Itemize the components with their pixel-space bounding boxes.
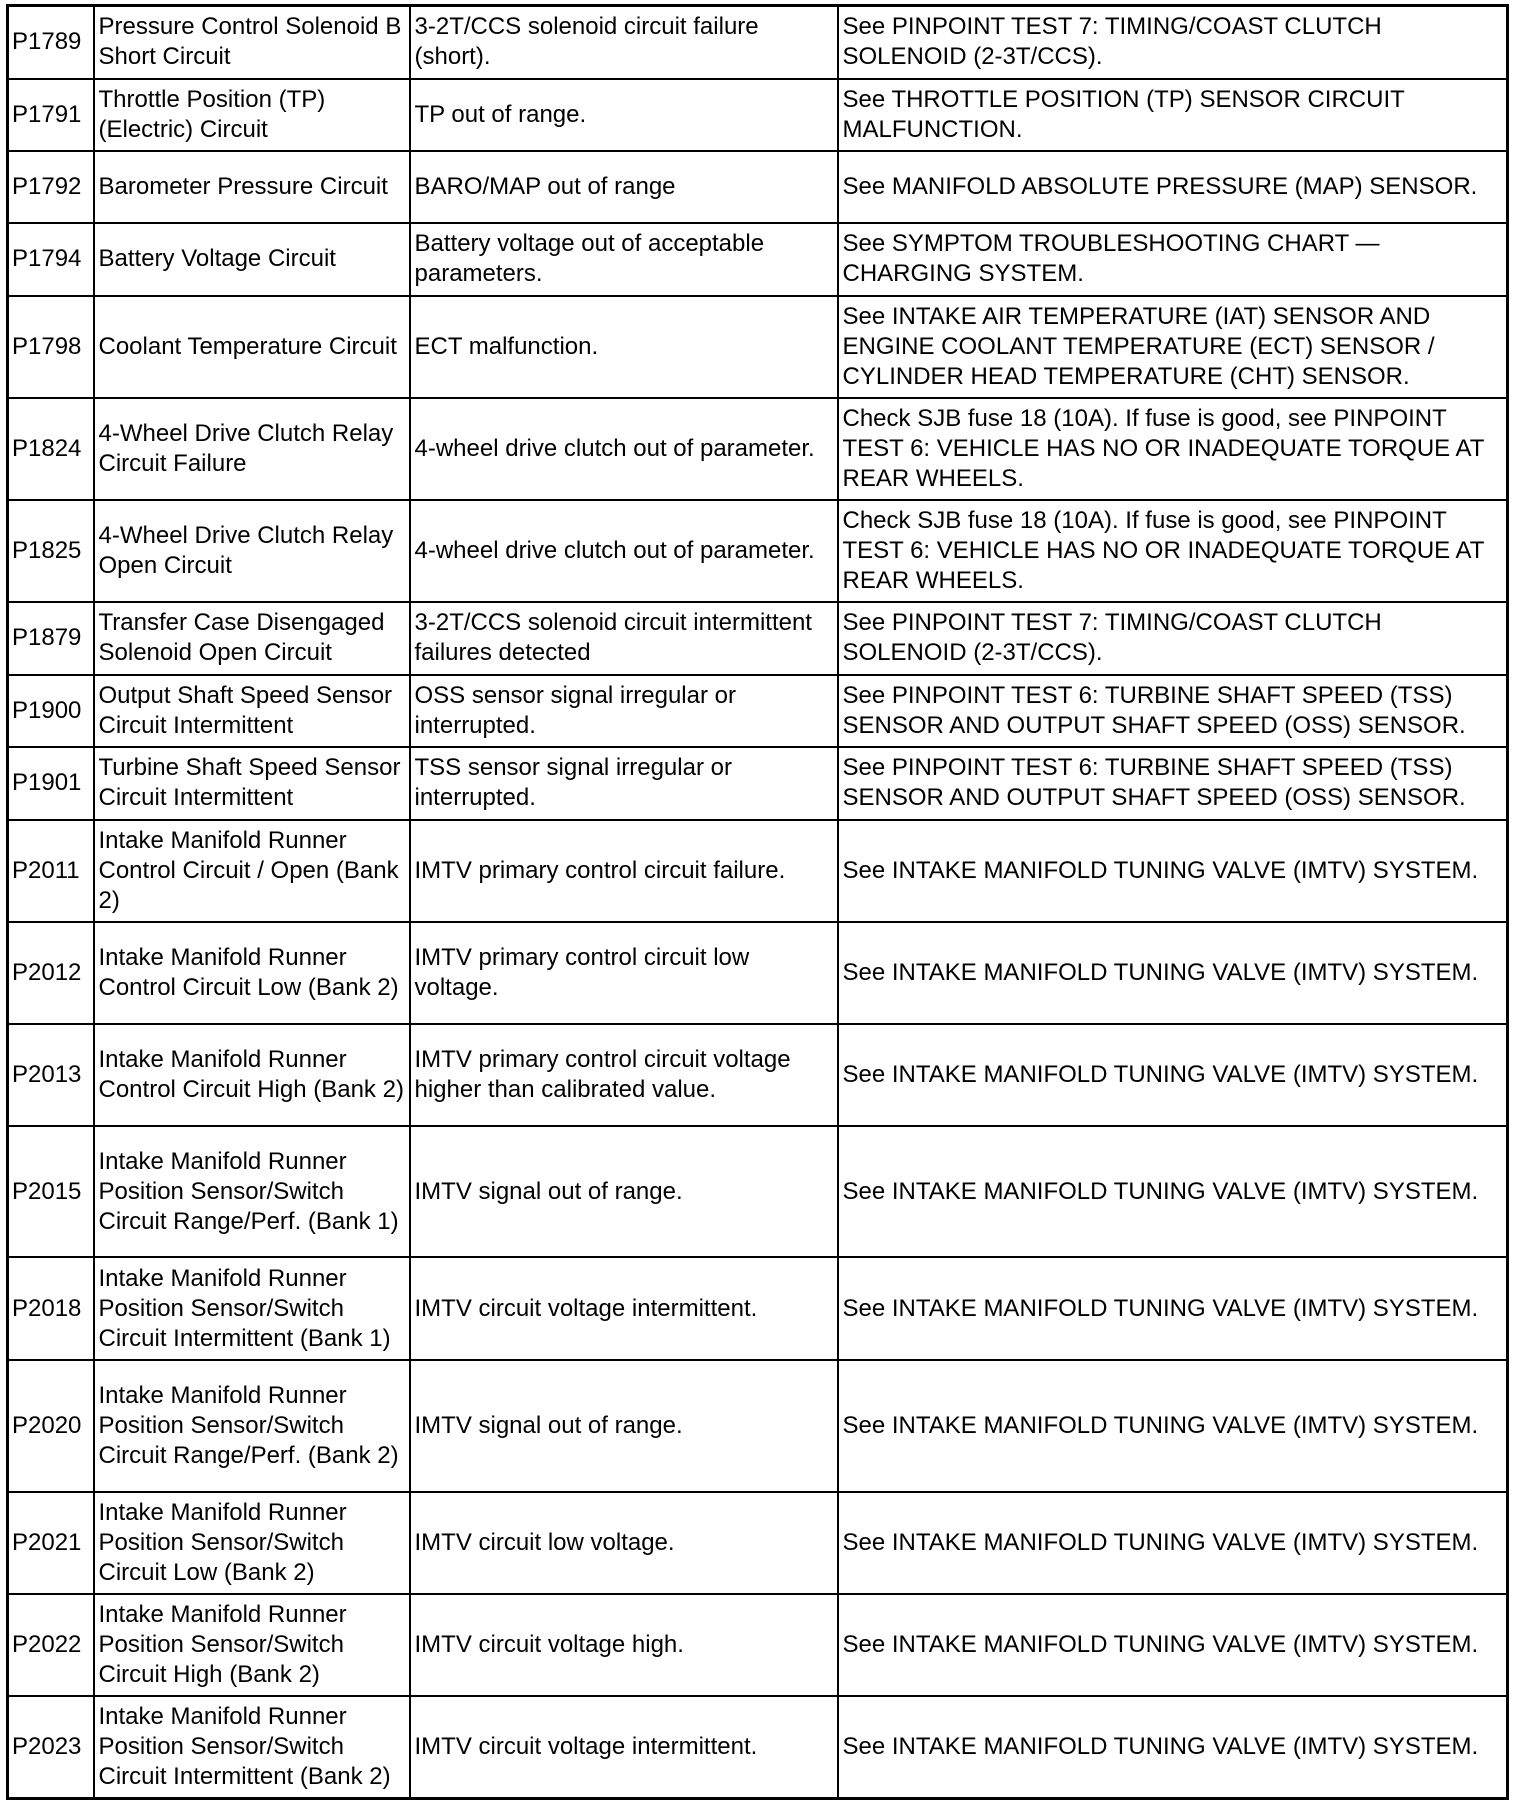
dtc-condition: IMTV signal out of range.	[410, 1360, 838, 1492]
dtc-table	[6, 4, 1509, 1800]
dtc-code: P1794	[8, 223, 94, 296]
table-row	[8, 79, 1508, 151]
dtc-condition: IMTV signal out of range.	[410, 1126, 838, 1257]
dtc-action: See INTAKE MANIFOLD TUNING VALVE (IMTV) SYSTEM.	[838, 820, 1508, 922]
dtc-code: P1798	[8, 296, 94, 398]
dtc-description: Barometer Pressure Circuit	[94, 151, 410, 223]
dtc-action: See PINPOINT TEST 7: TIMING/COAST CLUTCH SOLENOID (2-3T/CCS).	[838, 602, 1508, 674]
dtc-action: See INTAKE MANIFOLD TUNING VALVE (IMTV) SYSTEM.	[838, 1126, 1508, 1257]
dtc-description: Intake Manifold Runner Position Sensor/Switch Circuit Intermittent (Bank 1)	[94, 1257, 410, 1359]
dtc-condition: BARO/MAP out of range	[410, 151, 838, 223]
dtc-condition: IMTV primary control circuit low voltage.	[410, 922, 838, 1024]
dtc-description: Transfer Case Disengaged Solenoid Open Circuit	[94, 602, 410, 674]
dtc-code: P1792	[8, 151, 94, 223]
dtc-description: Throttle Position (TP) (Electric) Circuit	[94, 79, 410, 151]
dtc-condition: OSS sensor signal irregular or interrupted.	[410, 675, 838, 747]
dtc-description: Intake Manifold Runner Control Circuit Low (Bank 2)	[94, 922, 410, 1024]
table-row	[8, 1696, 1508, 1798]
dtc-action: See INTAKE MANIFOLD TUNING VALVE (IMTV) SYSTEM.	[838, 1024, 1508, 1126]
dtc-description: 4-Wheel Drive Clutch Relay Circuit Failure	[94, 398, 410, 500]
dtc-condition: IMTV circuit low voltage.	[410, 1492, 838, 1594]
dtc-action: See INTAKE MANIFOLD TUNING VALVE (IMTV) SYSTEM.	[838, 1257, 1508, 1359]
dtc-code: P2013	[8, 1024, 94, 1126]
dtc-code: P1789	[8, 6, 94, 79]
dtc-description: Intake Manifold Runner Position Sensor/Switch Circuit Range/Perf. (Bank 2)	[94, 1360, 410, 1492]
dtc-description: Battery Voltage Circuit	[94, 223, 410, 296]
table-row	[8, 296, 1508, 398]
dtc-action: See THROTTLE POSITION (TP) SENSOR CIRCUIT MALFUNCTION.	[838, 79, 1508, 151]
table-row	[8, 1360, 1508, 1492]
dtc-description: Intake Manifold Runner Position Sensor/Switch Circuit Low (Bank 2)	[94, 1492, 410, 1594]
table-row	[8, 675, 1508, 747]
dtc-code: P2022	[8, 1594, 94, 1696]
table-row	[8, 500, 1508, 602]
dtc-description: Turbine Shaft Speed Sensor Circuit Intermittent	[94, 747, 410, 820]
dtc-code: P2021	[8, 1492, 94, 1594]
dtc-action: See INTAKE MANIFOLD TUNING VALVE (IMTV) SYSTEM.	[838, 1360, 1508, 1492]
table-row	[8, 1594, 1508, 1696]
dtc-condition: 3-2T/CCS solenoid circuit intermittent failures detected	[410, 602, 838, 674]
dtc-code: P1825	[8, 500, 94, 602]
table-row	[8, 922, 1508, 1024]
dtc-code: P2011	[8, 820, 94, 922]
table-row	[8, 398, 1508, 500]
dtc-action: See INTAKE MANIFOLD TUNING VALVE (IMTV) SYSTEM.	[838, 1696, 1508, 1798]
table-row	[8, 747, 1508, 820]
dtc-condition: Battery voltage out of acceptable parameters.	[410, 223, 838, 296]
dtc-description: Pressure Control Solenoid B Short Circuit	[94, 6, 410, 79]
dtc-action: See PINPOINT TEST 6: TURBINE SHAFT SPEED (TSS) SENSOR AND OUTPUT SHAFT SPEED (OSS) SENSOR.	[838, 675, 1508, 747]
dtc-action: Check SJB fuse 18 (10A). If fuse is good, see PINPOINT TEST 6: VEHICLE HAS NO OR INADEQUATE TORQUE AT REAR WHEELS.	[838, 398, 1508, 500]
dtc-condition: ECT malfunction.	[410, 296, 838, 398]
dtc-code: P2020	[8, 1360, 94, 1492]
dtc-description: Intake Manifold Runner Position Sensor/Switch Circuit Intermittent (Bank 2)	[94, 1696, 410, 1798]
dtc-description: Intake Manifold Runner Position Sensor/Switch Circuit Range/Perf. (Bank 1)	[94, 1126, 410, 1257]
dtc-code: P1900	[8, 675, 94, 747]
dtc-code: P2023	[8, 1696, 94, 1798]
dtc-action: See INTAKE MANIFOLD TUNING VALVE (IMTV) SYSTEM.	[838, 922, 1508, 1024]
dtc-description: Intake Manifold Runner Control Circuit High (Bank 2)	[94, 1024, 410, 1126]
dtc-condition: IMTV circuit voltage intermittent.	[410, 1257, 838, 1359]
dtc-action: See INTAKE AIR TEMPERATURE (IAT) SENSOR AND ENGINE COOLANT TEMPERATURE (ECT) SENSOR / CYLINDER HEAD TEMPERATURE (CHT) SENSOR.	[838, 296, 1508, 398]
dtc-action: Check SJB fuse 18 (10A). If fuse is good, see PINPOINT TEST 6: VEHICLE HAS NO OR INADEQUATE TORQUE AT REAR WHEELS.	[838, 500, 1508, 602]
dtc-description: Output Shaft Speed Sensor Circuit Intermittent	[94, 675, 410, 747]
dtc-description: Intake Manifold Runner Position Sensor/Switch Circuit High (Bank 2)	[94, 1594, 410, 1696]
dtc-condition: IMTV primary control circuit voltage higher than calibrated value.	[410, 1024, 838, 1126]
dtc-condition: TP out of range.	[410, 79, 838, 151]
table-row	[8, 1257, 1508, 1359]
dtc-condition: 3-2T/CCS solenoid circuit failure (short).	[410, 6, 838, 79]
dtc-condition: 4-wheel drive clutch out of parameter.	[410, 398, 838, 500]
table-row	[8, 6, 1508, 79]
dtc-condition: IMTV circuit voltage intermittent.	[410, 1696, 838, 1798]
table-row	[8, 1126, 1508, 1257]
table-row	[8, 223, 1508, 296]
dtc-code: P1879	[8, 602, 94, 674]
dtc-condition: IMTV circuit voltage high.	[410, 1594, 838, 1696]
dtc-condition: IMTV primary control circuit failure.	[410, 820, 838, 922]
dtc-description: 4-Wheel Drive Clutch Relay Open Circuit	[94, 500, 410, 602]
table-row	[8, 1024, 1508, 1126]
dtc-code: P2012	[8, 922, 94, 1024]
dtc-action: See SYMPTOM TROUBLESHOOTING CHART — CHARGING SYSTEM.	[838, 223, 1508, 296]
dtc-description: Intake Manifold Runner Control Circuit / Open (Bank 2)	[94, 820, 410, 922]
dtc-code: P2015	[8, 1126, 94, 1257]
dtc-action: See INTAKE MANIFOLD TUNING VALVE (IMTV) SYSTEM.	[838, 1492, 1508, 1594]
dtc-action: See PINPOINT TEST 6: TURBINE SHAFT SPEED (TSS) SENSOR AND OUTPUT SHAFT SPEED (OSS) SENSOR.	[838, 747, 1508, 820]
table-row	[8, 151, 1508, 223]
dtc-condition: 4-wheel drive clutch out of parameter.	[410, 500, 838, 602]
dtc-description: Coolant Temperature Circuit	[94, 296, 410, 398]
dtc-code: P1791	[8, 79, 94, 151]
table-row	[8, 820, 1508, 922]
dtc-action: See PINPOINT TEST 7: TIMING/COAST CLUTCH SOLENOID (2-3T/CCS).	[838, 6, 1508, 79]
table-row	[8, 602, 1508, 674]
dtc-action: See MANIFOLD ABSOLUTE PRESSURE (MAP) SENSOR.	[838, 151, 1508, 223]
dtc-action: See INTAKE MANIFOLD TUNING VALVE (IMTV) SYSTEM.	[838, 1594, 1508, 1696]
dtc-condition: TSS sensor signal irregular or interrupted.	[410, 747, 838, 820]
table-row	[8, 1492, 1508, 1594]
dtc-code: P2018	[8, 1257, 94, 1359]
dtc-code: P1824	[8, 398, 94, 500]
dtc-code: P1901	[8, 747, 94, 820]
